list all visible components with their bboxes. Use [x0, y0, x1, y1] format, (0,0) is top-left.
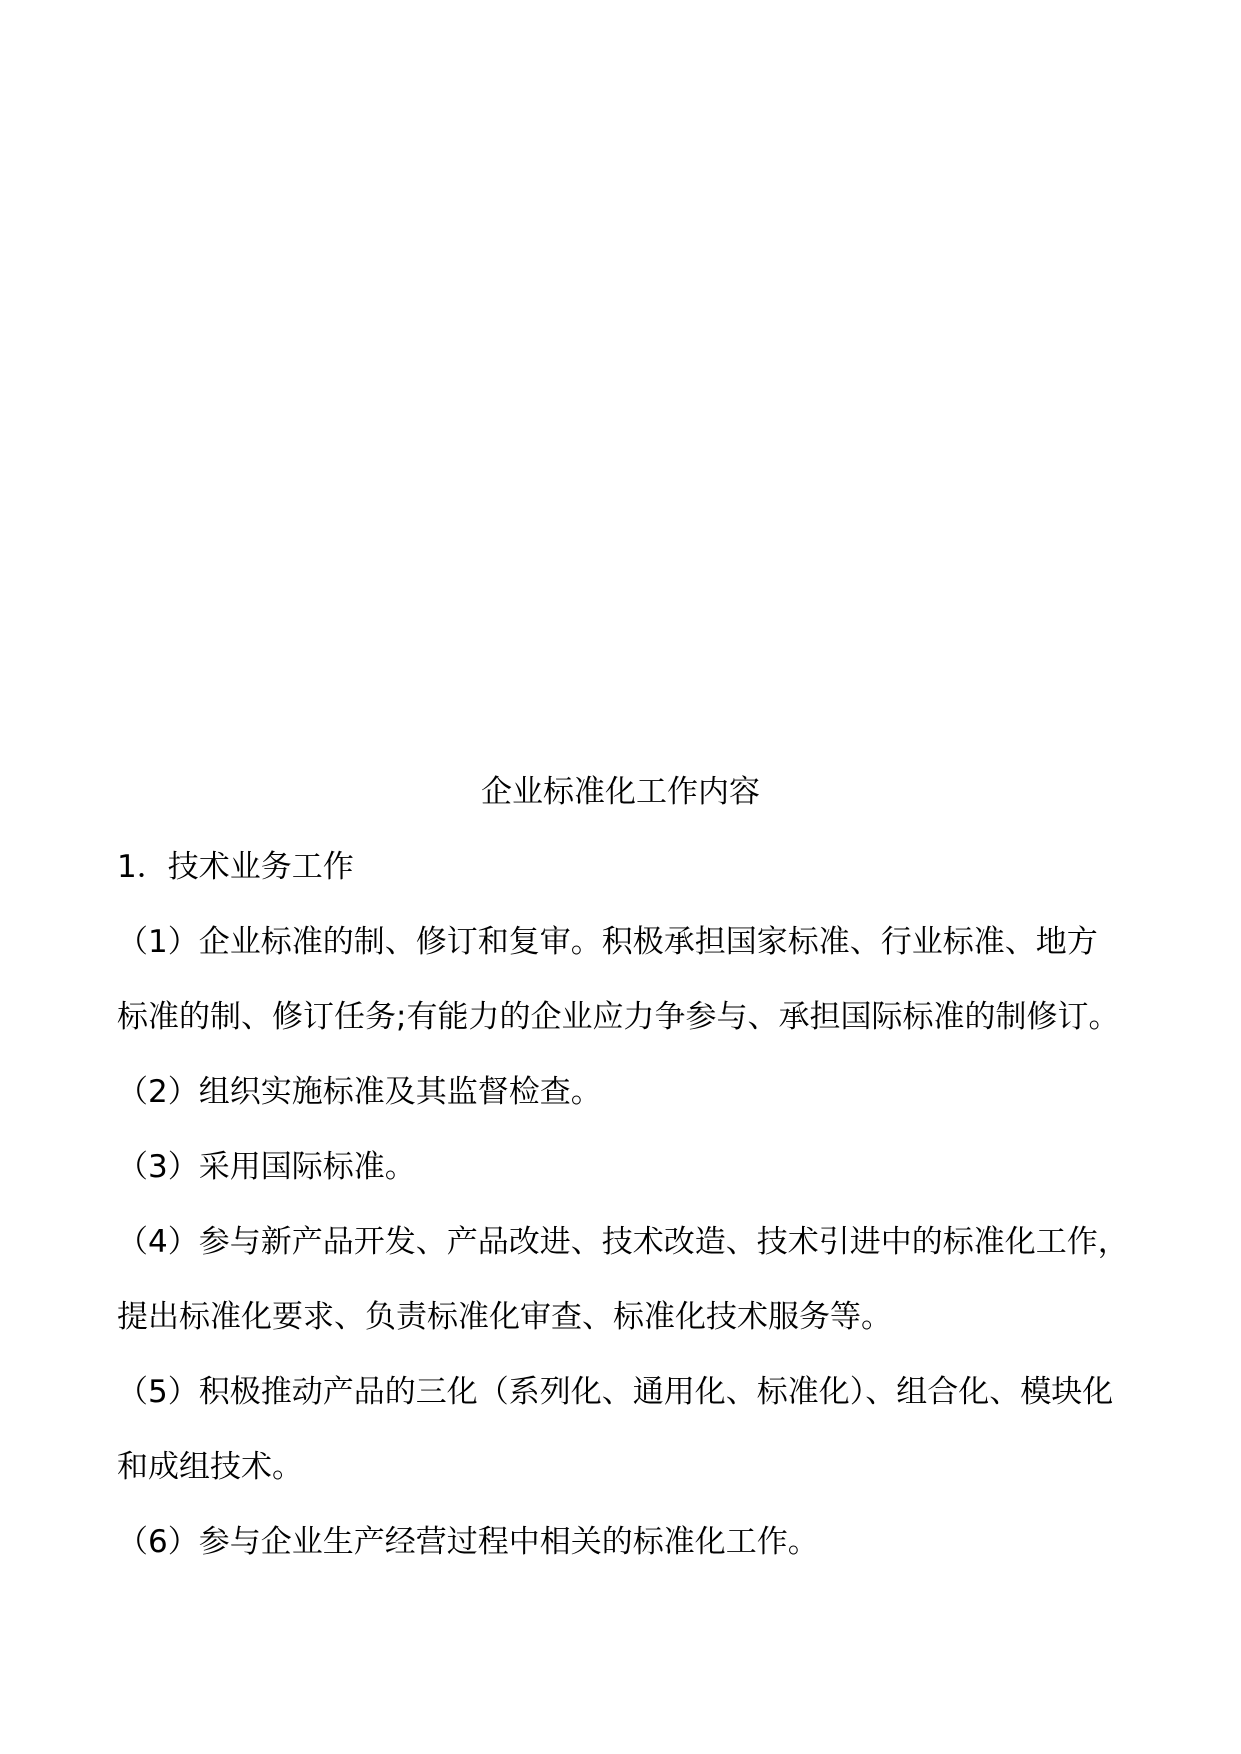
- paragraph-line: 提出标准化要求、负责标准化审查、标准化技术服务等。: [117, 1299, 892, 1335]
- paragraph-line: 和成组技术。: [117, 1449, 303, 1485]
- section-heading: 1．技术业务工作: [117, 849, 354, 885]
- document-title: 企业标准化工作内容: [481, 774, 760, 810]
- paragraph-line: （4）参与新产品开发、产品改进、技术改造、技术引进中的标准化工作，: [117, 1224, 1129, 1260]
- paragraph-line: 标准的制、修订任务;有能力的企业应力争参与、承担国际标准的制修订。: [117, 999, 1120, 1035]
- paragraph-line: （3）采用国际标准。: [117, 1149, 416, 1185]
- paragraph-line: （1）企业标准的制、修订和复审。积极承担国家标准、行业标准、地方: [117, 924, 1098, 960]
- paragraph-line: （6）参与企业生产经营过程中相关的标准化工作。: [117, 1524, 819, 1560]
- paragraph-line: （2）组织实施标准及其监督检查。: [117, 1074, 602, 1110]
- paragraph-line: （5）积极推动产品的三化（系列化、通用化、标准化）、组合化、模块化: [117, 1374, 1114, 1410]
